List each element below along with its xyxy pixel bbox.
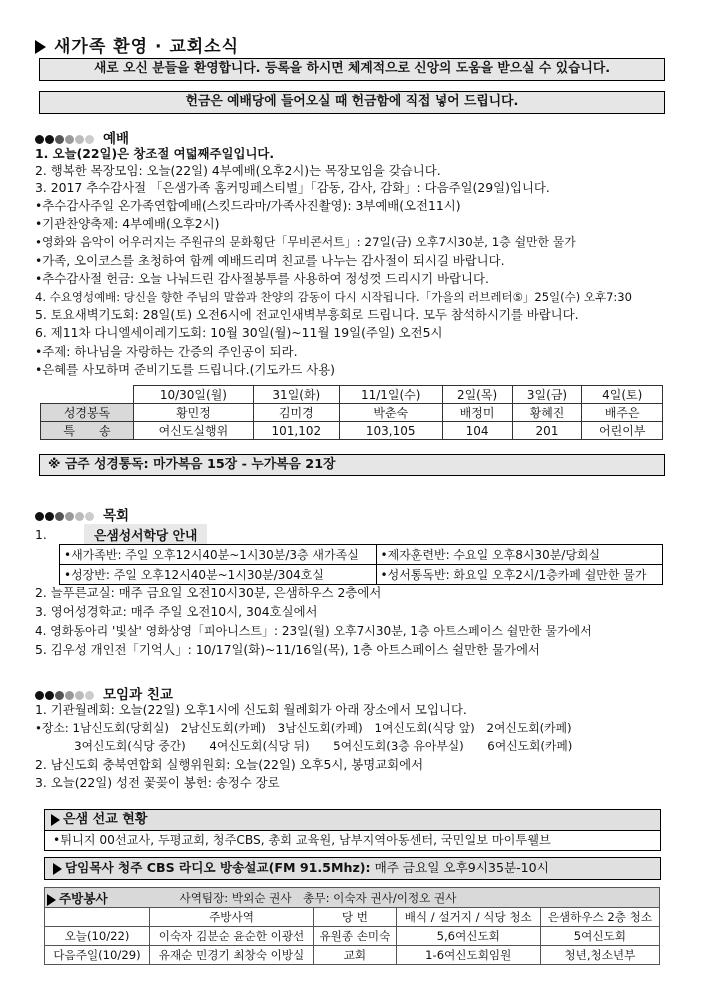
schedule-table bbox=[40, 385, 663, 440]
worship-line: •기관찬양축제: 4부예배(오후2시) bbox=[35, 216, 220, 231]
table-header-cell: 2일(목) bbox=[442, 386, 512, 404]
table-cell: 103,105 bbox=[339, 422, 442, 440]
ministry-line: 2. 늘푸른교실: 매주 금요일 오전10시30분, 은샘하우스 2층에서 bbox=[35, 585, 382, 600]
fellowship-line: 1. 기관월례회: 오늘(22일) 오후1시에 신도회 월례회가 아래 장소에서 모입니다. bbox=[35, 702, 467, 717]
service-title: 주방봉사 bbox=[45, 888, 150, 908]
table-row bbox=[45, 946, 660, 965]
table-row-label: 성경봉독 bbox=[41, 404, 134, 422]
table-cell: 유원종 손미숙 bbox=[314, 927, 397, 946]
table-cell: 황혜진 bbox=[512, 404, 582, 422]
table-cell: 1-6여신도회임원 bbox=[396, 946, 540, 965]
table-header-cell: 은샘하우스 2층 청소 bbox=[540, 908, 659, 927]
table-cell: 김미경 bbox=[253, 404, 339, 422]
reading-text: ※ 금주 성경통독: 마가복음 15장 - 누가복음 21장 bbox=[48, 457, 336, 472]
table-header-cell bbox=[45, 908, 150, 927]
table-cell: 5,6여신도회 bbox=[396, 927, 540, 946]
table-row bbox=[45, 888, 660, 908]
triangle-icon bbox=[47, 894, 56, 906]
table-cell: 다음주일(10/29) bbox=[45, 946, 150, 965]
worship-line: •주제: 하나님을 자랑하는 간증의 주인공이 되라. bbox=[35, 344, 298, 359]
ministry-line: 4. 영화동아리 '빛살' 영화상영「피아니스트」: 23일(월) 오후7시30분, 1층 아트스페이스 쉴만한 물가에서 bbox=[35, 624, 592, 638]
table-row bbox=[41, 404, 663, 422]
section-ministry-heading: 목회 bbox=[35, 504, 129, 524]
table-cell: 교회 bbox=[314, 946, 397, 965]
worship-line: •추수감사절 헌금: 오늘 나눠드린 감사절봉투를 사용하여 정성껏 드리시기 바랍니다. bbox=[35, 271, 489, 286]
section-worship-heading: 예배 bbox=[35, 127, 129, 147]
table-cell: 201 bbox=[512, 422, 582, 440]
radio-box: 담임목사 청주 CBS 라디오 방송설교(FM 91.5Mhz): 매주 금요일 오후9시35분-10시 bbox=[44, 857, 661, 880]
table-row-label: 특 송 bbox=[41, 422, 134, 440]
table-header-cell: 주방사역 bbox=[150, 908, 314, 927]
table-cell: 배정미 bbox=[442, 404, 512, 422]
table-cell: 5여신도회 bbox=[540, 927, 659, 946]
table-row bbox=[45, 908, 660, 927]
table-header-cell: 10/30일(월) bbox=[134, 386, 254, 404]
table-header-cell: 11/1일(수) bbox=[339, 386, 442, 404]
school-table bbox=[59, 544, 663, 585]
table-cell: 101,102 bbox=[253, 422, 339, 440]
table-cell: 이숙자 김분순 윤순한 이광선 bbox=[150, 927, 314, 946]
fellowship-line: 3. 오늘(22일) 성전 꽃꽂이 봉헌: 송정수 장로 bbox=[35, 775, 280, 790]
page-title: 새가족 환영 · 교회소식 bbox=[35, 32, 239, 57]
dots-icon bbox=[35, 131, 95, 147]
table-cell: 어린이부 bbox=[582, 422, 663, 440]
table-header-cell: 당 번 bbox=[314, 908, 397, 927]
school-cell: •성장반: 주일 오후12시40분~1시30분/304호실 bbox=[60, 565, 377, 585]
table-header-cell: 배식 / 설거지 / 식당 청소 bbox=[396, 908, 540, 927]
table-row bbox=[41, 422, 663, 440]
worship-line: •추수감사주일 온가족연합예배(스킷드라마/가족사진촬영): 3부예배(오전11시) bbox=[35, 198, 461, 213]
offering-box bbox=[39, 91, 665, 114]
table-cell: 배주은 bbox=[582, 404, 663, 422]
welcome-text: 새로 오신 분들을 환영합니다. 등록을 하시면 체계적으로 신앙의 도움을 받으실 수 있습니다. bbox=[93, 61, 611, 76]
fellowship-line: 2. 남신도회 충북연합회 실행위원회: 오늘(22일) 오후5시, 봉명교회에서 bbox=[35, 757, 424, 772]
table-cell: 박춘숙 bbox=[339, 404, 442, 422]
ministry-line: 5. 김우성 개인전「기억人」: 10/17일(화)~11/16일(목), 1층 아트스페이스 쉴만한 물가에서 bbox=[35, 642, 540, 657]
mission-title-bar: 은샘 선교 현황 bbox=[45, 810, 660, 831]
triangle-icon bbox=[51, 814, 60, 826]
table-row bbox=[41, 386, 663, 404]
table-header-cell: 31일(화) bbox=[253, 386, 339, 404]
fellowship-line: 3여신도회(식당 중간) 4여신도회(식당 뒤) 5여신도회(3층 유아부실) 6여신도회(카페) bbox=[35, 739, 573, 753]
school-title: 은샘성서학당 안내 bbox=[84, 524, 207, 545]
ministry-line: 3. 영어성경학교: 매주 주일 오전10시, 304호실에서 bbox=[35, 604, 318, 619]
table-row bbox=[60, 565, 663, 585]
ministry-item-number: 1. bbox=[35, 527, 47, 542]
worship-line: 3. 2017 추수감사절 「은샘가족 홈커밍페스티벌」「감동, 감사, 감화」: 다음주일(29일)입니다. bbox=[35, 180, 550, 195]
table-cell: 104 bbox=[442, 422, 512, 440]
worship-line: 1. 오늘(22일)은 창조절 여덟째주일입니다. bbox=[35, 146, 275, 161]
worship-line: •영화와 음악이 어우러지는 주원규의 문화횡단「무비콘서트」: 27일(금) 오후7시30분, 1층 쉴만한 물가 bbox=[35, 235, 576, 249]
offering-text: 헌금은 예배당에 들어오실 때 헌금함에 직접 넣어 드립니다. bbox=[185, 94, 519, 109]
table-row bbox=[45, 927, 660, 946]
table-cell: 황민정 bbox=[134, 404, 254, 422]
triangle-icon bbox=[53, 863, 62, 875]
worship-line: 6. 제11차 다니엘세이레기도회: 10월 30일(월)~11월 19일(주일) 오전5시 bbox=[35, 325, 443, 340]
section-fellowship-heading: 모임과 친교 bbox=[35, 683, 173, 703]
worship-line: 5. 토요새벽기도회: 28일(토) 오전6시에 전교인새벽부흥회로 드립니다. 모두 참석하시기를 바랍니다. bbox=[35, 307, 579, 322]
table-header-cell: 3일(금) bbox=[512, 386, 582, 404]
dots-icon bbox=[35, 687, 95, 703]
table-row bbox=[60, 545, 663, 565]
table-header-cell: 4일(토) bbox=[582, 386, 663, 404]
worship-line: •은혜를 사모하며 준비기도를 드립니다.(기도카드 사용) bbox=[35, 362, 335, 377]
worship-line: 4. 수요영성예배: 당신을 향한 주님의 말씀과 찬양의 감동이 다시 시작됩니다.「가을의 러브레터⑤」25일(수) 오후7:30 bbox=[35, 290, 632, 304]
worship-line: 2. 행복한 목장모임: 오늘(22일) 4부예배(오후2시)는 목장모임을 갖습니다. bbox=[35, 163, 441, 178]
triangle-icon bbox=[35, 40, 46, 54]
table-cell: 오늘(10/22) bbox=[45, 927, 150, 946]
mission-text: •튀니지 00선교사, 두평교회, 청주CBS, 총회 교육원, 남부지역아동센터, 국민일보 마이투웰브 bbox=[53, 833, 551, 847]
table-cell: 청년,청소년부 bbox=[540, 946, 659, 965]
table-cell: 유재순 민경기 최창숙 이방실 bbox=[150, 946, 314, 965]
dots-icon bbox=[35, 508, 95, 524]
welcome-box bbox=[39, 58, 665, 81]
table-cell: 여신도실행위 bbox=[134, 422, 254, 440]
reading-box bbox=[39, 454, 665, 476]
school-cell: •성서통독반: 화요일 오후2시/1층카페 쉴만한 물가 bbox=[376, 565, 662, 585]
school-cell: •제자훈련반: 수요일 오후8시30분/당회실 bbox=[376, 545, 662, 565]
service-leaders: 사역팀장: 박외순 권사 총무: 이숙자 권사/이정오 권사 bbox=[150, 888, 660, 908]
service-table bbox=[44, 887, 660, 965]
worship-line: •가족, 오이코스를 초청하여 함께 예배드리며 친교를 나누는 감사절이 되시길 바랍니다. bbox=[35, 253, 505, 268]
school-cell: •새가족반: 주일 오후12시40분~1시30분/3층 새가족실 bbox=[60, 545, 377, 565]
mission-box bbox=[44, 809, 661, 851]
fellowship-line: •장소: 1남신도회(당회실) 2남신도회(카페) 3남신도회(카페) 1여신도회(식당 앞) 2여신도회(카페) bbox=[35, 721, 572, 735]
